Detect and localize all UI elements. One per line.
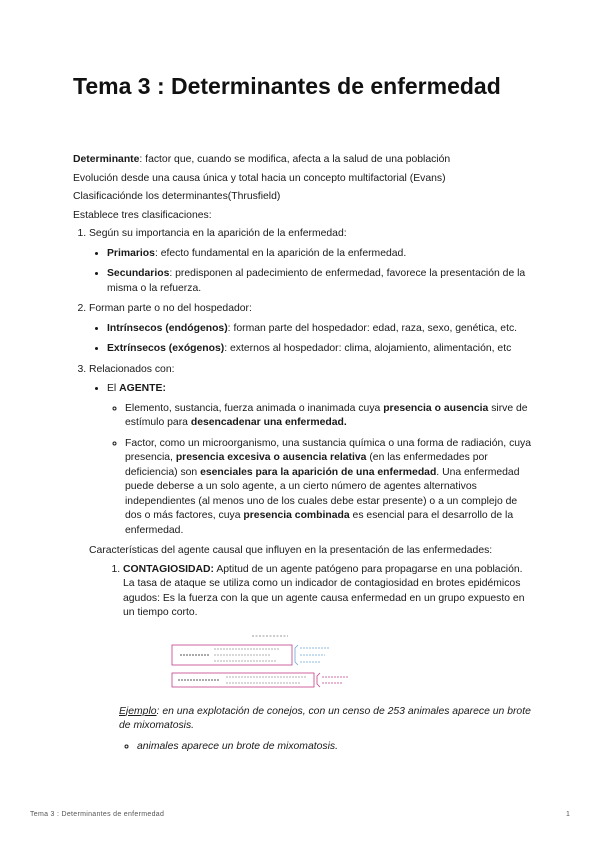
definition-text: : factor que, cuando se modifica, afecta a la salud de una población [139, 154, 451, 165]
list-item [107, 342, 533, 357]
sublist [89, 247, 533, 297]
classification-line: Clasificaciónde los determinantes(Thrusfield) [73, 191, 281, 202]
term: Extrínsecos (exógenos) [107, 343, 225, 354]
agent-suffix: : [162, 383, 166, 394]
attack-rate-figure [170, 633, 370, 691]
example-paragraph [73, 705, 533, 734]
term: Primarios [107, 247, 155, 259]
list-item: ◦ animales aparece un brote de mixomatosis. [137, 740, 533, 755]
example-text: : en una explotación de conejos, con un censo de 253 animales aparece un brote de mixomatosis. [119, 705, 531, 731]
bold-run: esenciales para la aparición de una enfermedad [200, 466, 437, 478]
term-text: : forman parte del hospedador: edad, raza, sexo, genética, etc. [227, 322, 518, 334]
list-item [107, 322, 533, 337]
list-item [107, 382, 533, 538]
bold-run: desencadenar una enfermedad. [190, 417, 347, 428]
text-run: sirve de estímulo para [125, 402, 528, 428]
text-run: (en las enfermedades por deficiencia) son [125, 452, 488, 478]
document-body [73, 153, 533, 754]
agent-sublist [107, 402, 533, 539]
term-text: : externos al hospedador: clima, alojamiento, alimentación, etc [224, 343, 512, 354]
example-label: Ejemplo [119, 705, 157, 717]
term: CONTAGIOSIDAD: [123, 563, 215, 575]
text-run: . Una enfermedad puede deberse a un solo agente, a un cierto número de agentes alternativos independientes (al menos uno de los cuales debe estar presente) o a un complejo de dos o más factores, cuya [125, 466, 520, 521]
characteristics-list [89, 563, 533, 621]
definition-line [73, 153, 533, 168]
classification-list [73, 227, 533, 621]
bold-run: presencia excesiva o ausencia relativa [175, 452, 367, 463]
characteristics-intro: Características del agente causal que influyen en la presentación de las enfermedades: [89, 545, 493, 556]
sublist [89, 322, 533, 357]
list-item [89, 363, 533, 621]
term-text: Aptitud de un agente patógeno para propagarse en una población. La tasa de ataque se utiliza como un indicador de contagiosidad en brotes epidémicos agudos: Es la fuerza con la que un agente causa enfermedad en un grupo expuesto en un tiempo corto. [123, 563, 525, 618]
bold-run: presencia combinada [243, 510, 350, 521]
page-number: 1 [566, 811, 570, 818]
text-run: Factor, como un microorganismo, una sustancia química o una forma de radiación, cuya presencia, [125, 437, 532, 463]
text-run: Elemento, sustancia, fuerza animada o inanimada cuya [125, 402, 384, 414]
list-item [125, 402, 533, 431]
page-title: Tema 3 : Determinantes de enfermedad [73, 73, 501, 99]
term: Intrínsecos (endógenos) [107, 322, 228, 334]
list-item [89, 227, 533, 296]
evolution-line: Evolución desde una causa única y total hacia un concepto multifactorial (Evans) [73, 172, 446, 184]
sublist [89, 382, 533, 538]
term-text: : efecto fundamental en la aparición de la enfermedad. [154, 247, 407, 259]
three-classes-line: Establece tres clasificaciones: [73, 209, 212, 221]
term: Secundarios [107, 268, 170, 279]
text-run: es esencial para el desarrollo de la enfermedad. [125, 510, 514, 536]
list-item-label: Según su importancia en la aparición de la enfermedad: [89, 228, 347, 239]
figure-illegible-diagram [170, 633, 370, 691]
example-sublist [73, 740, 533, 755]
list-item [107, 247, 533, 262]
list-item [125, 437, 533, 539]
list-item [89, 302, 533, 357]
bold-run: presencia o ausencia [383, 402, 489, 414]
agent-prefix: El [107, 383, 120, 394]
list-item [123, 563, 533, 621]
agent-term: AGENTE [119, 383, 163, 394]
definition-term: Determinante [73, 154, 140, 165]
list-item-label: Forman parte o no del hospedador: [89, 303, 252, 314]
list-item [107, 267, 533, 296]
term-text: : predisponen al padecimiento de enfermedad, favorece la presentación de la misma o la refuerza. [107, 268, 526, 294]
footer-title: Tema 3 : Determinantes de enfermedad [30, 811, 165, 818]
list-item-label: Relacionados con: [89, 363, 175, 375]
